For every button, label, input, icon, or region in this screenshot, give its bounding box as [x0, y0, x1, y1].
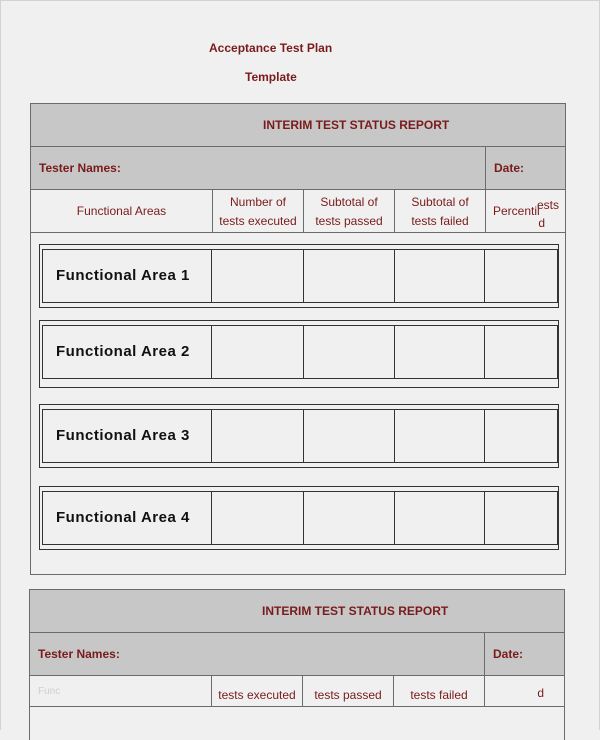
- col-functional-areas: Functional Areas: [76, 204, 167, 218]
- passed-cell[interactable]: [304, 250, 395, 302]
- tester-row: [31, 147, 565, 190]
- col-percent-overflow-2: d: [537, 686, 544, 700]
- report-title: INTERIM TEST STATUS REPORT: [263, 118, 450, 132]
- page-border-top: [0, 0, 600, 1]
- report-header: [31, 104, 565, 147]
- executed-cell[interactable]: [213, 326, 304, 378]
- status-report-1: [30, 103, 566, 575]
- date-cell: [484, 633, 564, 675]
- column-header-row: [31, 190, 565, 233]
- functional-area-label: Functional Area 1: [43, 250, 212, 302]
- passed-cell[interactable]: [304, 410, 395, 462]
- functional-area-row-1: [39, 244, 559, 308]
- functional-area-label: Functional Area 3: [43, 410, 212, 462]
- date-cell: [485, 147, 565, 189]
- tester-names-label: Tester Names:: [39, 161, 121, 175]
- col-tests-failed: Subtotal of tests failed: [394, 190, 485, 232]
- col-percent: [484, 676, 564, 706]
- tester-row: [30, 633, 564, 676]
- percent-cell[interactable]: [485, 250, 556, 302]
- functional-area-label: Functional Area 4: [43, 492, 212, 544]
- tester-names-label: Tester Names:: [38, 647, 120, 661]
- failed-cell[interactable]: [395, 492, 485, 544]
- failed-cell[interactable]: [395, 326, 485, 378]
- col-tests-passed: Subtotal of tests passed: [303, 190, 394, 232]
- document-subtitle: Template: [245, 70, 297, 84]
- report-title: INTERIM TEST STATUS REPORT: [262, 604, 449, 618]
- executed-cell[interactable]: [213, 410, 304, 462]
- functional-area-label: Functional Area 2: [43, 326, 212, 378]
- col-tests-passed: tests passed: [302, 676, 393, 706]
- percent-cell[interactable]: [485, 492, 556, 544]
- column-header-row: [30, 676, 564, 707]
- document-title: Acceptance Test Plan: [209, 41, 333, 55]
- page-border-left: [0, 0, 1, 730]
- col-tests-executed: tests executed: [211, 676, 302, 706]
- percent-cell[interactable]: [485, 410, 556, 462]
- report-header: [30, 590, 564, 633]
- col-tests-failed: tests failed: [393, 676, 484, 706]
- passed-cell[interactable]: [304, 492, 395, 544]
- status-report-2: [29, 589, 565, 740]
- failed-cell[interactable]: [395, 250, 485, 302]
- date-label: Date:: [494, 161, 525, 175]
- percent-cell[interactable]: [485, 326, 556, 378]
- functional-area-row-4: [39, 486, 559, 550]
- col-percent: Percentil ests d: [485, 190, 565, 232]
- date-label: Date:: [493, 647, 524, 661]
- executed-cell[interactable]: [213, 492, 304, 544]
- col-percent-overflow-2: d: [538, 216, 545, 230]
- executed-cell[interactable]: [213, 250, 304, 302]
- functional-area-row-2: [39, 320, 559, 388]
- col-tests-executed: Number of tests executed: [212, 190, 303, 232]
- col-functional-areas: [30, 676, 211, 706]
- functional-area-row-3: [39, 404, 559, 468]
- col-percent-overflow: ests: [536, 198, 559, 212]
- faded-text: Func: [38, 686, 61, 697]
- passed-cell[interactable]: [304, 326, 395, 378]
- failed-cell[interactable]: [395, 410, 485, 462]
